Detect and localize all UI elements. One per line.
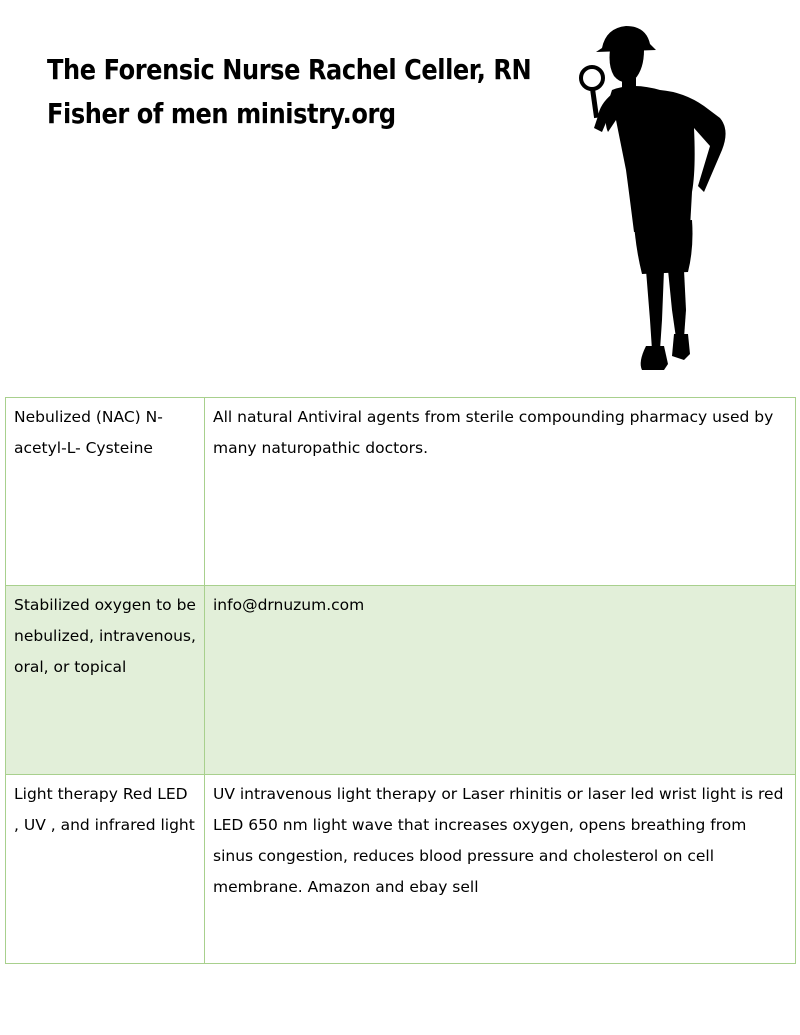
table-row (6, 586, 796, 775)
detective-silhouette-icon (572, 20, 742, 372)
treatment-table (5, 397, 796, 964)
treatment-name-cell: Nebulized (NAC) N-acetyl-L- Cysteine (6, 398, 205, 586)
table-row (6, 775, 796, 964)
page-title (47, 48, 531, 136)
title-line-1: The Forensic Nurse Rachel Celler, RN (47, 53, 532, 86)
treatment-name-cell: Stabilized oxygen to be nebulized, intravenous, oral, or topical (6, 586, 205, 775)
table-row (6, 398, 796, 586)
treatment-description-cell: UV intravenous light therapy or Laser rhinitis or laser led wrist light is red LED 650 nm light wave that increases oxygen, opens breathing from sinus congestion, reduces blood pressure and cholesterol on cell membrane. Amazon and ebay sell (205, 775, 796, 964)
treatment-name-cell: Light therapy Red LED , UV , and infrared light (6, 775, 205, 964)
treatment-description-cell: All natural Antiviral agents from sterile compounding pharmacy used by many naturopathic doctors. (205, 398, 796, 586)
treatment-description-cell: info@drnuzum.com (205, 586, 796, 775)
title-line-2: Fisher of men ministry.org (47, 97, 396, 130)
